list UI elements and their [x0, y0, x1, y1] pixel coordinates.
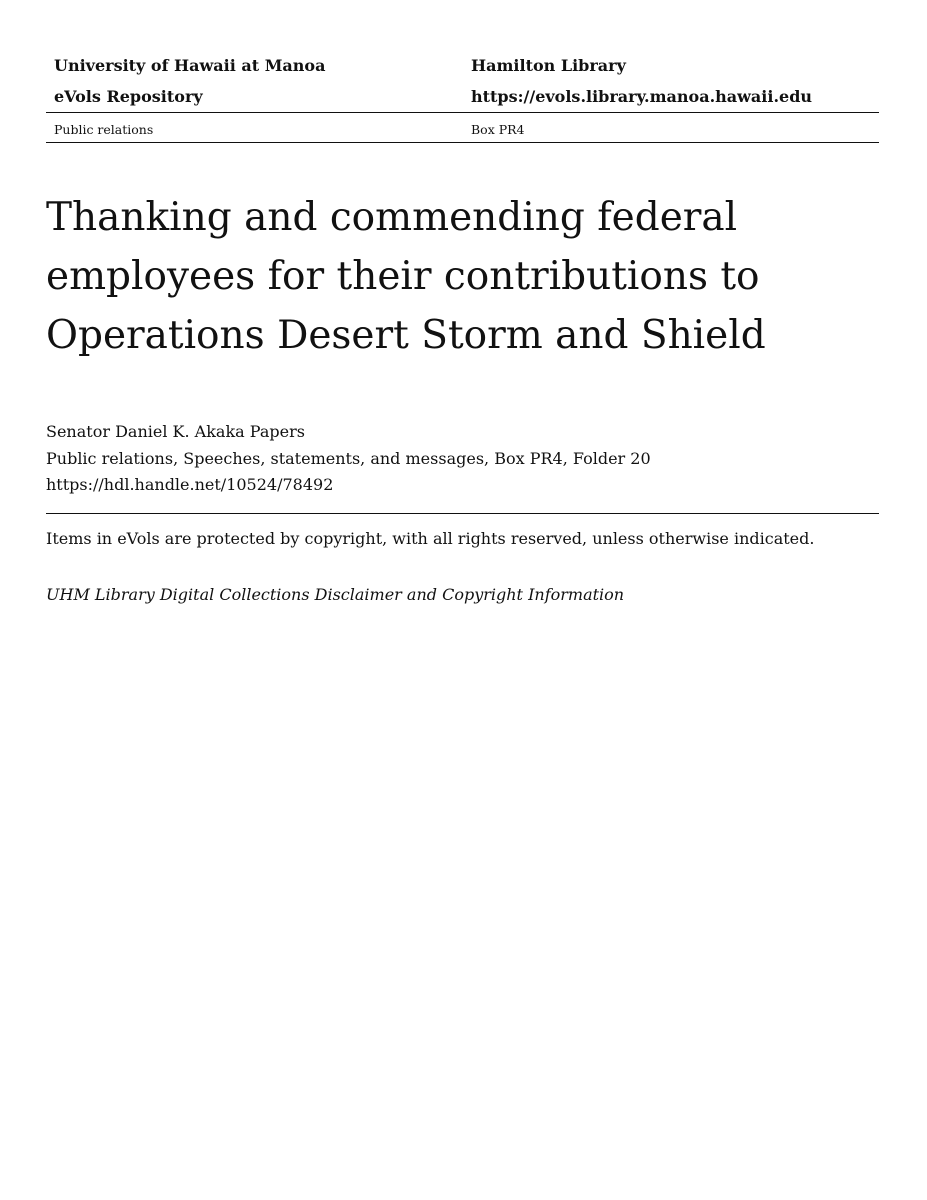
document-metadata — [46, 419, 651, 499]
header-table — [46, 50, 879, 143]
disclaimer-link[interactable]: UHM Library Digital Collections Disclaimer and Copyright Information — [46, 585, 625, 604]
header-row-institution — [46, 50, 879, 81]
collection-category: Public relations — [54, 122, 154, 137]
repository-name: eVols Repository — [54, 87, 203, 106]
library-name: Hamilton Library — [471, 56, 626, 75]
document-title: Thanking and commending federal employees for their contributions to Operations Desert Storm and Shield — [46, 195, 766, 358]
header-bottom-divider — [46, 142, 879, 143]
institution-name: University of Hawaii at Manoa — [54, 56, 326, 75]
footer-divider — [46, 513, 879, 514]
rights-statement: Items in eVols are protected by copyright, with all rights reserved, unless otherwise indicated. — [46, 529, 815, 548]
collection-name: Senator Daniel K. Akaka Papers — [46, 422, 305, 441]
handle-link[interactable]: https://hdl.handle.net/10524/78492 — [46, 475, 334, 494]
box-label: Box PR4 — [471, 122, 525, 137]
repository-url[interactable]: https://evols.library.manoa.hawaii.edu — [471, 87, 813, 106]
header-row-category — [46, 113, 879, 142]
header-row-repository — [46, 81, 879, 112]
folder-location: Public relations, Speeches, statements, and messages, Box PR4, Folder 20 — [46, 448, 651, 468]
